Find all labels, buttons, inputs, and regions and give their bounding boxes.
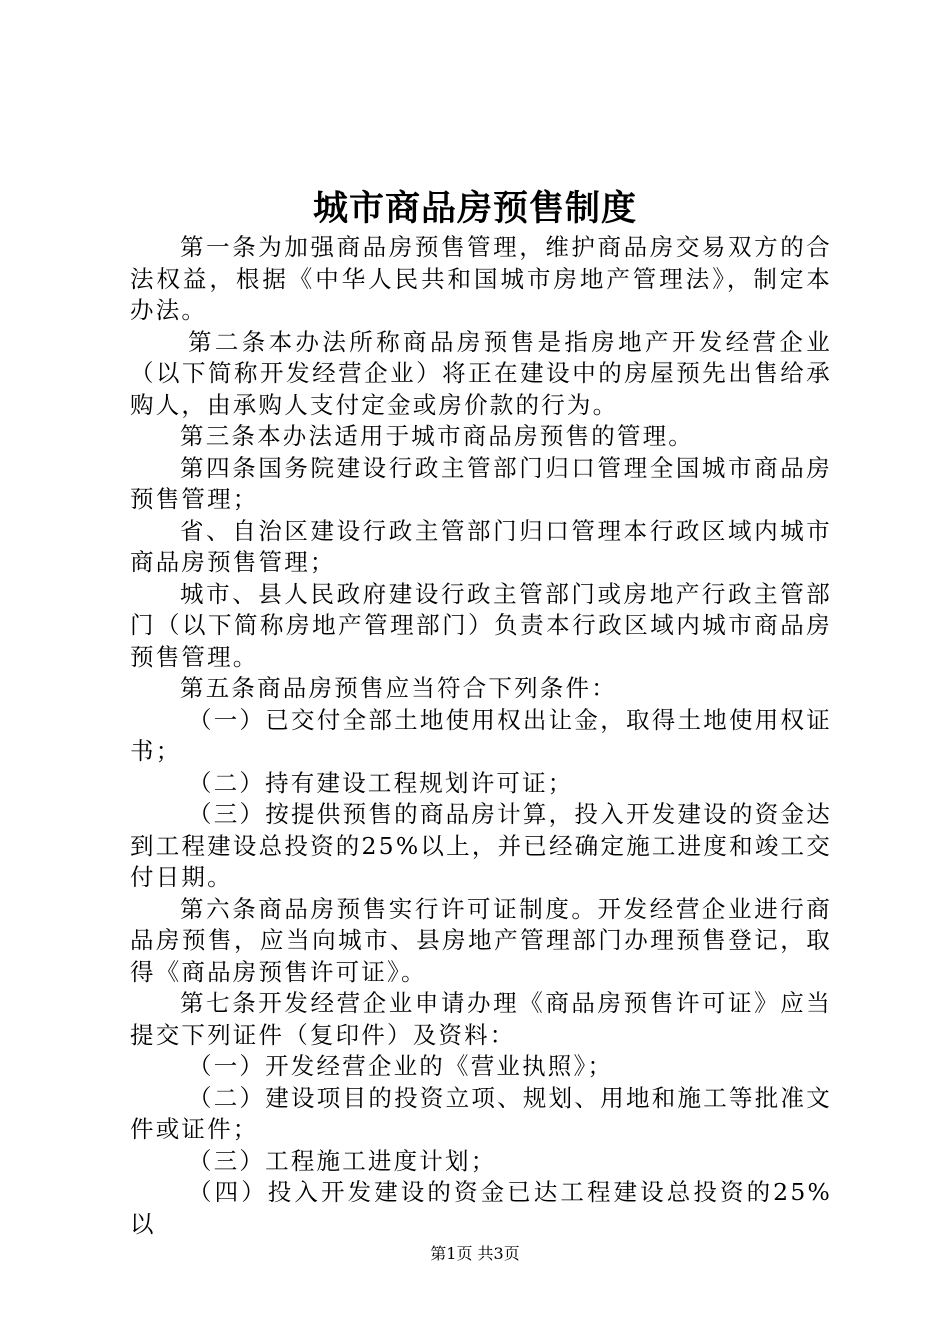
paragraph-article-7-item-2: （二）建设项目的投资立项、规划、用地和施工等批准文件或证件；	[130, 1083, 832, 1143]
paragraph-article-1: 第一条为加强商品房预售管理，维护商品房交易双方的合法权益，根据《中华人民共和国城市房地产管理法》，制定本办法。	[130, 233, 832, 324]
page-footer: 第1页 共3页	[430, 1244, 520, 1263]
document-title: 城市商品房预售制度	[312, 188, 637, 229]
paragraph-article-5-item-1: （一）已交付全部土地使用权出让金，取得土地使用权证书；	[130, 705, 832, 765]
paragraph-article-4: 第四条国务院建设行政主管部门归口管理全国城市商品房预售管理；	[130, 453, 832, 513]
paragraph-article-4-province: 省、自治区建设行政主管部门归口管理本行政区域内城市商品房预售管理；	[130, 516, 832, 576]
paragraph-article-5: 第五条商品房预售应当符合下列条件：	[180, 674, 617, 702]
paragraph-article-7-item-4: （四）投入开发建设的资金已达工程建设总投资的25%以	[130, 1178, 832, 1238]
paragraph-article-5-item-3: （三）按提供预售的商品房计算，投入开发建设的资金达到工程建设总投资的25%以上，并已经确定施工进度和竣工交付日期。	[130, 800, 832, 891]
paragraph-article-6: 第六条商品房预售实行许可证制度。开发经营企业进行商品房预售，应当向城市、县房地产管理部门办理预售登记，取得《商品房预售许可证》。	[130, 894, 832, 986]
document-body	[130, 232, 832, 1240]
paragraph-article-3: 第三条本办法适用于城市商品房预售的管理。	[180, 422, 694, 450]
paragraph-article-4-city: 城市、县人民政府建设行政主管部门或房地产行政主管部门（以下简称房地产管理部门）负责本行政区域内城市商品房预售管理。	[130, 579, 832, 671]
paragraph-article-7-item-3: （三）工程施工进度计划；	[188, 1146, 497, 1175]
paragraph-article-5-item-2: （二）持有建设工程规划许可证；	[188, 768, 574, 797]
paragraph-article-7-item-1: （一）开发经营企业的《营业执照》；	[188, 1052, 614, 1080]
paragraph-article-7: 第七条开发经营企业申请办理《商品房预售许可证》应当提交下列证件（复印件）及资料：	[130, 989, 832, 1049]
paragraph-article-2: 第二条本办法所称商品房预售是指房地产开发经营企业（以下简称开发经营企业）将正在建设中的房屋预先出售给承购人，由承购人支付定金或房价款的行为。	[130, 327, 832, 419]
